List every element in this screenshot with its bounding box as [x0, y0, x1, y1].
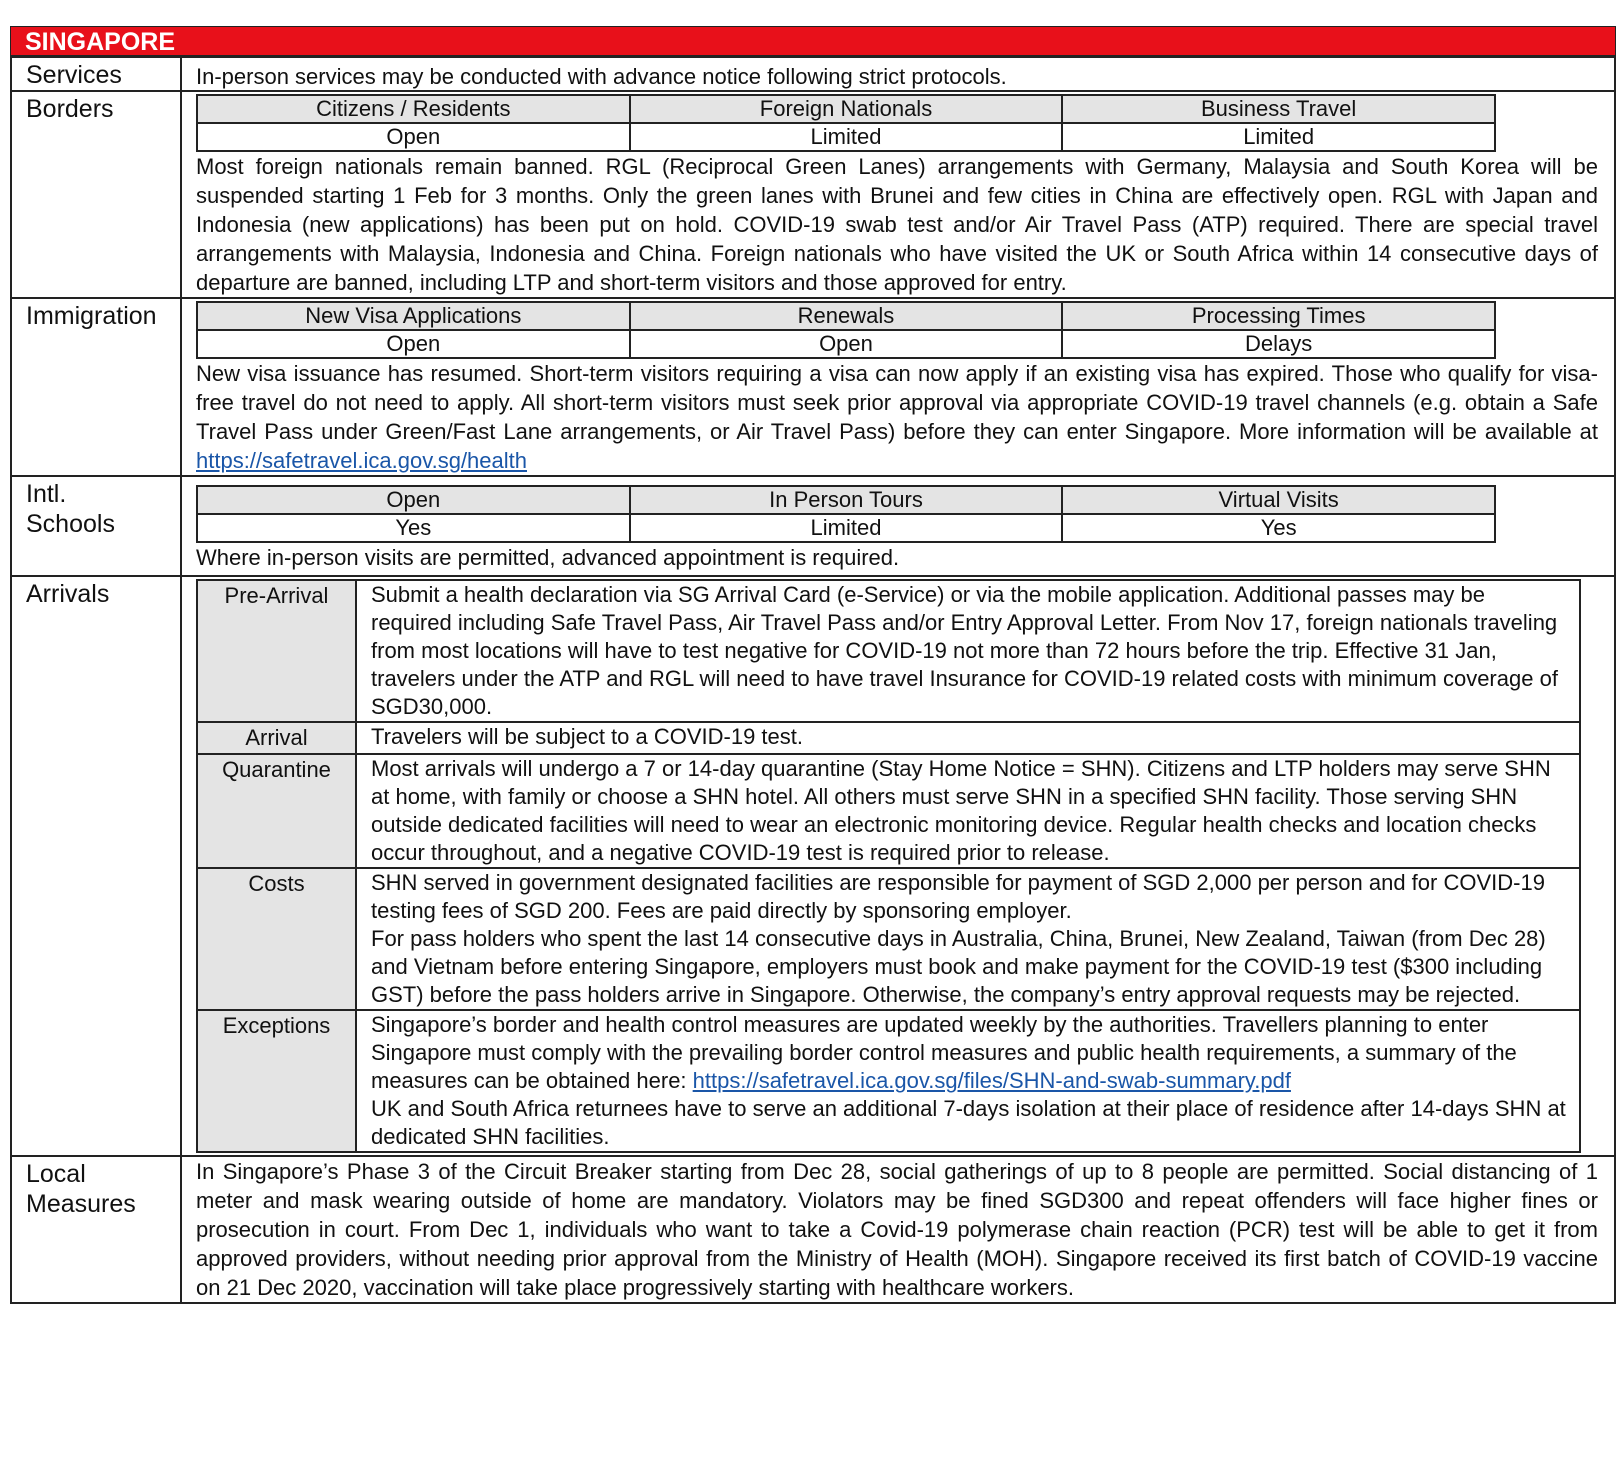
- country-title: SINGAPORE: [10, 26, 1616, 56]
- schools-value-virtual: Yes: [1062, 514, 1495, 542]
- schools-header-tours: In Person Tours: [630, 486, 1063, 514]
- borders-status-table: [196, 94, 1496, 152]
- immigration-label: Immigration: [11, 298, 181, 476]
- arrivals-content: [181, 576, 1615, 1156]
- services-content: [181, 57, 1615, 91]
- arrivals-quarantine-label: Quarantine: [197, 754, 356, 868]
- schools-status-table: [196, 485, 1496, 543]
- schools-value-tours: Limited: [630, 514, 1063, 542]
- immigration-health-link[interactable]: https://safetravel.ica.gov.sg/health: [196, 448, 527, 473]
- immigration-row: [11, 298, 1615, 476]
- schools-text: Where in-person visits are permitted, advanced appointment is required.: [196, 545, 900, 570]
- arrivals-pre-arrival-label: Pre-Arrival: [197, 580, 356, 722]
- immigration-header-new-visa: New Visa Applications: [197, 302, 630, 330]
- immigration-text: [196, 359, 1598, 475]
- local-label: [11, 1156, 181, 1303]
- schools-label-line2: Schools: [26, 510, 115, 538]
- immigration-value-renewals: Open: [630, 330, 1063, 358]
- services-label: Services: [11, 57, 181, 91]
- arrivals-summary-link[interactable]: https://safetravel.ica.gov.sg/files/SHN-and-swab-summary.pdf: [692, 1068, 1291, 1093]
- arrivals-arrival-text: Travelers will be subject to a COVID-19 test.: [356, 722, 1580, 754]
- borders-header-foreign: Foreign Nationals: [630, 95, 1063, 123]
- local-label-line2: Measures: [26, 1190, 136, 1218]
- immigration-status-table: [196, 301, 1496, 359]
- report-table: [10, 56, 1616, 1304]
- arrivals-row-exceptions: [197, 1010, 1580, 1152]
- schools-header-virtual: Virtual Visits: [1062, 486, 1495, 514]
- borders-value-foreign: Limited: [630, 123, 1063, 151]
- services-text: In-person services may be conducted with advance notice following strict protocols.: [196, 64, 1007, 89]
- arrivals-row: [11, 576, 1615, 1156]
- schools-value-open: Yes: [197, 514, 630, 542]
- immigration-value-new-visa: Open: [197, 330, 630, 358]
- arrivals-exceptions-text: [356, 1010, 1580, 1152]
- local-label-line1: Local: [26, 1160, 86, 1188]
- immigration-header-renewals: Renewals: [630, 302, 1063, 330]
- schools-label-line1: Intl.: [26, 480, 67, 508]
- local-row: [11, 1156, 1615, 1303]
- arrivals-exceptions-text-2: UK and South Africa returnees have to serve an additional 7-days isolation at their place of residence after 14-days SHN at dedicated SHN facilities.: [371, 1096, 1566, 1149]
- local-content: [181, 1156, 1615, 1303]
- borders-label: Borders: [11, 91, 181, 298]
- schools-row: [11, 476, 1615, 576]
- arrivals-quarantine-text: Most arrivals will undergo a 7 or 14-day quarantine (Stay Home Notice = SHN). Citizens and LTP holders may serve SHN at home, with family or choose a SHN hotel. All others must serve SHN in a specified SHN facility. Those serving SHN outside dedicated facilities will need to wear an electronic monitoring device. Regular health checks and location checks occur throughout, and a negative COVID-19 test is required prior to release.: [356, 754, 1580, 868]
- arrivals-arrival-label: Arrival: [197, 722, 356, 754]
- borders-content: [181, 91, 1615, 298]
- borders-value-citizens: Open: [197, 123, 630, 151]
- arrivals-pre-arrival-text: Submit a health declaration via SG Arrival Card (e-Service) or via the mobile application. Additional passes may be required including Safe Travel Pass, Air Travel Pass and/or Entry Approval Letter. From Nov 17, foreign nationals traveling from most locations will have to test negative for COVID-19 not more than 72 hours before the trip. Effective 31 Jan, travelers under the ATP and RGL will need to have travel Insurance for COVID-19 related costs with minimum coverage of SGD30,000.: [356, 580, 1580, 722]
- arrivals-label: Arrivals: [11, 576, 181, 1156]
- country-report: [10, 26, 1616, 1304]
- arrivals-exceptions-label: Exceptions: [197, 1010, 356, 1152]
- arrivals-costs-text-2: For pass holders who spent the last 14 consecutive days in Australia, China, Brunei, New Zealand, Taiwan (from Dec 28) and Vietnam before entering Singapore, employers must book and make payment for the COVID-19 test ($300 including GST) before the pass holders arrive in Singapore. Otherwise, the company’s entry approval requests may be rejected.: [371, 926, 1546, 1007]
- arrivals-costs-text-1: SHN served in government designated facilities are responsible for payment of SGD 2,000 per person and for COVID-19 testing fees of SGD 200. Fees are paid directly by sponsoring employer.: [371, 870, 1545, 923]
- arrivals-row-quarantine: [197, 754, 1580, 868]
- borders-text: Most foreign nationals remain banned. RGL (Reciprocal Green Lanes) arrangements with Germany, Malaysia and South Korea will be suspended starting 1 Feb for 3 months. Only the green lanes with Brunei and few cities in China are effectively open. RGL with Japan and Indonesia (new applications) has been put on hold. COVID-19 swab test and/or Air Travel Pass (ATP) required. There are special travel arrangements with Malaysia, Indonesia and China. Foreign nationals who have visited the UK or South Africa within 14 consecutive days of departure are banned, including LTP and short-term visitors and those approved for entry.: [196, 154, 1598, 295]
- borders-header-business: Business Travel: [1062, 95, 1495, 123]
- arrivals-exceptions-body: Singapore’s border and health control measures are updated weekly by the authorities. Travellers planning to enter Singapore must comply with the prevailing border control measures and public health requirements, a summary of the measures can be obtained here:: [371, 1012, 1517, 1093]
- borders-row: [11, 91, 1615, 298]
- borders-value-business: Limited: [1062, 123, 1495, 151]
- schools-content: [181, 476, 1615, 576]
- arrivals-table: [196, 579, 1581, 1153]
- schools-label: [11, 476, 181, 576]
- arrivals-costs-text: [356, 868, 1580, 1010]
- local-text: In Singapore’s Phase 3 of the Circuit Breaker starting from Dec 28, social gatherings of up to 8 people are permitted. Social distancing of 1 meter and mask wearing outside of home are mandatory. Violators may be fined SGD300 and repeat offenders will face higher fines or prosecution in court. From Dec 1, individuals who want to take a Covid-19 polymerase chain reaction (PCR) test will be able to get it from approved providers, without needing prior approval from the Ministry of Health (MOH). Singapore received its first batch of COVID-19 vaccine on 21 Dec 2020, vaccination will take place progressively starting with healthcare workers.: [196, 1159, 1598, 1300]
- immigration-value-processing: Delays: [1062, 330, 1495, 358]
- services-row: [11, 57, 1615, 91]
- arrivals-row-arrival: [197, 722, 1580, 754]
- arrivals-row-costs: [197, 868, 1580, 1010]
- arrivals-costs-label: Costs: [197, 868, 356, 1010]
- immigration-text-body: New visa issuance has resumed. Short-term visitors requiring a visa can now apply if an existing visa has expired. Those who qualify for visa-free travel do not need to apply. All short-term visitors must seek prior approval via appropriate COVID-19 travel channels (e.g. obtain a Safe Travel Pass under Green/Fast Lane arrangements, or Air Travel Pass) before they can enter Singapore. More information will be available at: [196, 361, 1598, 444]
- immigration-header-processing: Processing Times: [1062, 302, 1495, 330]
- schools-header-open: Open: [197, 486, 630, 514]
- borders-header-citizens: Citizens / Residents: [197, 95, 630, 123]
- arrivals-row-pre-arrival: [197, 580, 1580, 722]
- arrivals-exceptions-text-1: [371, 1011, 1569, 1095]
- immigration-content: [181, 298, 1615, 476]
